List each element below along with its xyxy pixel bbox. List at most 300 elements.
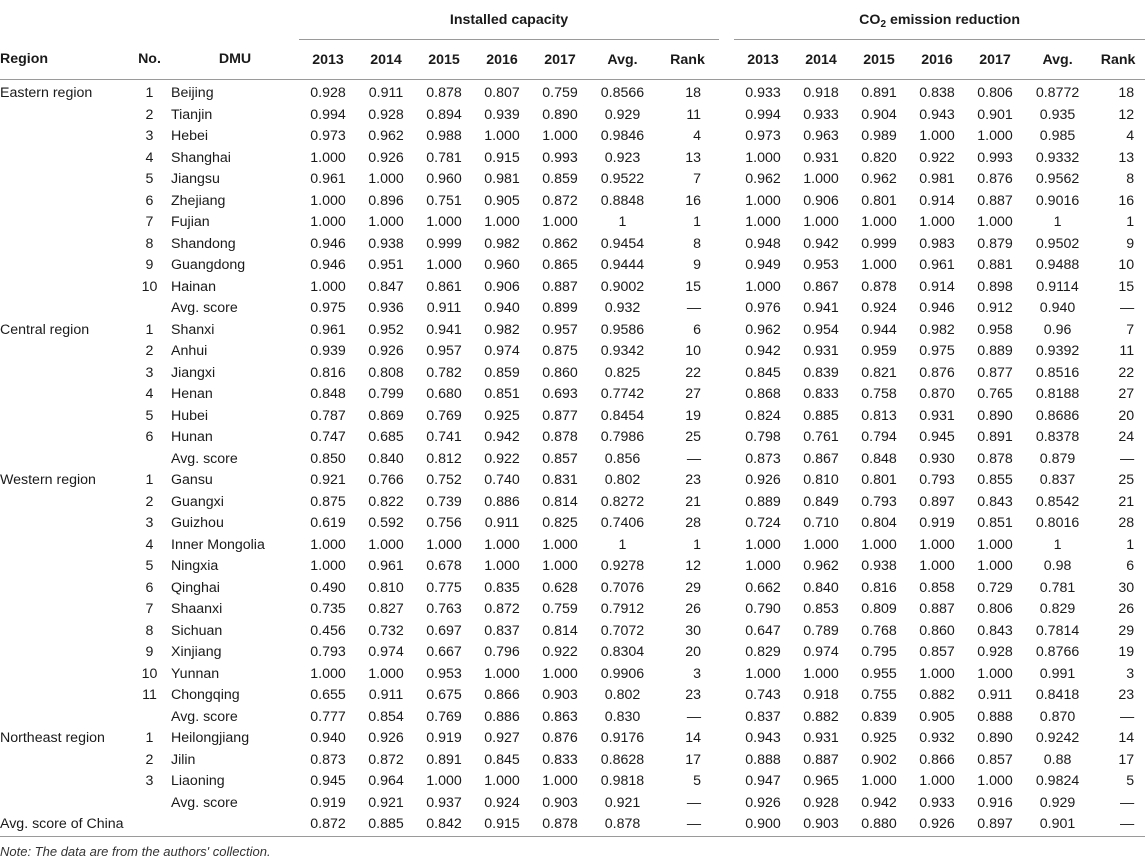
dmu-cell: Ningxia — [171, 558, 219, 574]
region-cell — [0, 556, 128, 578]
co2-2017-cell: 0.916 — [977, 794, 1013, 811]
ic-2017-cell: 1.000 — [542, 665, 578, 682]
co2-2017-cell: 0.887 — [977, 192, 1013, 209]
co2-2015-cell: 0.959 — [861, 343, 897, 359]
co2-2014-cell: 0.833 — [803, 386, 839, 402]
dmu-cell: Sichuan — [171, 622, 223, 639]
ic-2017-cell: 0.865 — [542, 257, 578, 273]
ic-2017-cell: 0.899 — [542, 300, 578, 316]
ic-rank-cell: 25 — [685, 429, 702, 445]
ic-2014-cell: 1.000 — [368, 171, 404, 187]
region-cell: Northeast region — [0, 730, 105, 746]
spacer-cell — [719, 234, 734, 256]
ic-avg-cell: 0.923 — [604, 149, 641, 166]
co2-rank-cell: 1 — [1126, 214, 1135, 230]
ic-2014-cell: 0.592 — [368, 515, 404, 531]
ic-2015-cell: 0.937 — [426, 794, 462, 811]
co2-avg-cell: 0.8686 — [1035, 407, 1080, 424]
ic-2016-cell: 0.905 — [484, 192, 520, 209]
ic-rank-cell: 18 — [685, 85, 702, 101]
dmu-cell: Chongqing — [171, 687, 240, 703]
table-row — [0, 148, 1145, 170]
region-cell — [0, 384, 128, 406]
co2-2016-cell: 0.926 — [908, 814, 966, 836]
dmu-cell: Shandong — [171, 235, 236, 252]
co2-2014-cell: 0.931 — [803, 343, 839, 359]
co2-2016-cell: 0.919 — [919, 515, 955, 531]
ic-2015-cell: 1.000 — [426, 214, 462, 230]
col-header-dmu: DMU — [171, 40, 299, 80]
ic-2014-cell: 0.952 — [368, 321, 404, 338]
ic-2013-cell: 0.973 — [310, 128, 346, 144]
co2-avg-cell: 0.8378 — [1035, 429, 1080, 445]
ic-2015-cell: 0.769 — [426, 708, 462, 725]
ic-rank-cell: — — [656, 814, 719, 836]
co2-2017-cell: 0.806 — [977, 601, 1013, 617]
ic-rank-cell: 19 — [685, 407, 702, 424]
ic-2015-cell: 0.953 — [426, 665, 462, 682]
ic-avg-cell: 0.9906 — [600, 665, 645, 682]
co2-avg-cell: 0.9332 — [1035, 149, 1080, 166]
co2-rank-cell: — — [1119, 300, 1135, 316]
co2-rank-cell: 6 — [1126, 558, 1135, 574]
no-cell: 6 — [145, 579, 154, 596]
co2-2017-cell: 1.000 — [977, 665, 1013, 682]
spacer-cell — [719, 728, 734, 750]
co2-2013-cell: 0.943 — [745, 730, 781, 746]
co2-2016-cell: 0.932 — [919, 730, 955, 746]
ic-2014-cell: 0.799 — [368, 386, 404, 402]
region-cell — [0, 599, 128, 621]
co2-2015-cell: 0.793 — [861, 493, 897, 510]
region-cell: Western region — [0, 472, 96, 488]
co2-rank-cell: 18 — [1118, 85, 1135, 101]
no-cell: 9 — [145, 257, 154, 273]
region-cell — [0, 191, 128, 213]
no-cell: 5 — [145, 407, 154, 424]
ic-avg-cell: 0.8628 — [600, 751, 645, 768]
co2-2014-cell: 0.942 — [803, 235, 839, 252]
spacer-cell — [719, 169, 734, 191]
co2-2016-cell: 0.838 — [919, 85, 955, 101]
spacer-cell — [719, 750, 734, 772]
table-body — [0, 80, 1145, 837]
no-cell: 5 — [145, 171, 154, 187]
co2-2014-cell: 0.918 — [803, 85, 839, 101]
ic-2014-cell: 0.936 — [368, 300, 404, 316]
no-cell: 7 — [145, 601, 154, 617]
ic-2017-cell: 0.759 — [542, 85, 578, 101]
co2-2014-cell: 0.789 — [803, 622, 839, 639]
co2-2013-cell: 0.724 — [745, 515, 781, 531]
co2-avg-cell: 0.8516 — [1035, 364, 1080, 381]
ic-2014-cell: 0.951 — [368, 257, 404, 273]
co2-avg-cell: 0.9242 — [1035, 730, 1080, 746]
dmu-cell: Tianjin — [171, 106, 213, 123]
ic-2015-cell: 0.752 — [426, 472, 462, 488]
ic-2015-cell: 0.919 — [426, 730, 462, 746]
co2-rank-cell: — — [1119, 794, 1135, 811]
region-cell — [0, 105, 128, 127]
co2-2015-cell: 0.801 — [861, 472, 897, 488]
col-header-year: 2016 — [908, 40, 966, 80]
co2-2013-cell: 0.868 — [745, 386, 781, 402]
ic-2016-cell: 0.886 — [484, 708, 520, 725]
ic-rank-cell: 7 — [693, 171, 702, 187]
co2-2015-cell: 0.938 — [861, 558, 897, 574]
co2-2013-cell: 0.873 — [745, 450, 781, 467]
co2-2017-cell: 0.855 — [977, 472, 1013, 488]
ic-2013-cell: 0.994 — [310, 106, 346, 123]
no-cell: 2 — [145, 343, 154, 359]
ic-2016-cell: 0.942 — [484, 429, 520, 445]
co2-2014-cell: 0.853 — [803, 601, 839, 617]
group-header-installed-capacity: Installed capacity — [299, 0, 719, 40]
no-cell: 7 — [145, 214, 154, 230]
ic-rank-cell: 28 — [685, 515, 702, 531]
co2-2014-cell: 0.906 — [803, 192, 839, 209]
ic-2014-cell: 0.926 — [368, 343, 404, 359]
co2-2013-cell: 0.947 — [745, 773, 781, 789]
region-cell — [0, 771, 128, 793]
ic-2013-cell: 0.945 — [310, 773, 346, 789]
co2-2014-cell: 0.885 — [803, 407, 839, 424]
spacer-cell — [719, 578, 734, 600]
dmu-cell: Jiangxi — [171, 364, 216, 381]
co2-2014-cell: 1.000 — [803, 171, 839, 187]
co2-2015-cell: 0.880 — [850, 814, 908, 836]
co2-avg-cell: 0.985 — [1039, 128, 1076, 144]
co2-rank-cell: 13 — [1118, 149, 1135, 166]
co2-2014-cell: 0.839 — [803, 364, 839, 381]
ic-2015-cell: 0.756 — [426, 515, 462, 531]
co2-rank-cell: — — [1119, 708, 1135, 725]
co2-2013-cell: 0.926 — [745, 472, 781, 488]
region-cell — [0, 148, 128, 170]
co2-2014-cell: 0.882 — [803, 708, 839, 725]
co2-2015-cell: 0.813 — [861, 407, 897, 424]
co2-2016-cell: 0.931 — [919, 407, 955, 424]
co2-2016-cell: 0.793 — [919, 472, 955, 488]
co2-2017-cell: 1.000 — [977, 128, 1013, 144]
ic-rank-cell: 5 — [693, 773, 702, 789]
co2-2013-cell: 0.829 — [745, 644, 781, 660]
co2-rank-cell: 20 — [1118, 407, 1135, 424]
spacer-cell — [719, 80, 734, 105]
spacer-cell — [719, 105, 734, 127]
ic-2017-cell: 0.860 — [542, 364, 578, 381]
ic-2015-cell: 0.697 — [426, 622, 462, 639]
region-cell — [0, 750, 128, 772]
co2-avg-cell: 0.901 — [1024, 814, 1091, 836]
co2-2017-cell: 0.765 — [977, 386, 1013, 402]
table-row — [0, 513, 1145, 535]
co2-2014-cell: 0.931 — [803, 730, 839, 746]
ic-rank-cell: 6 — [693, 321, 702, 338]
spacer-cell — [719, 277, 734, 299]
co2-2014-cell: 0.963 — [803, 128, 839, 144]
ic-2013-cell: 0.961 — [310, 171, 346, 187]
ic-avg-cell: 0.9522 — [600, 171, 645, 187]
co2-2017-cell: 0.879 — [977, 235, 1013, 252]
ic-rank-cell: — — [686, 450, 702, 467]
ic-2017-cell: 0.876 — [542, 730, 578, 746]
no-cell: 10 — [141, 278, 158, 295]
co2-2015-cell: 0.768 — [861, 622, 897, 639]
col-header-year: 2017 — [966, 40, 1024, 80]
co2-avg-cell: 0.8188 — [1035, 386, 1080, 402]
co2-2016-cell: 0.857 — [919, 644, 955, 660]
ic-2014-cell: 0.847 — [368, 278, 404, 295]
dmu-cell: Shaanxi — [171, 601, 223, 617]
co2-2013-cell: 1.000 — [745, 665, 781, 682]
col-header-year: 2015 — [415, 40, 473, 80]
no-cell: 4 — [145, 386, 154, 402]
ic-2013-cell: 0.921 — [310, 472, 346, 488]
ic-2017-cell: 0.814 — [542, 493, 578, 510]
col-header-year: 2017 — [531, 40, 589, 80]
co2-avg-cell: 1 — [1053, 536, 1062, 553]
table-row — [0, 599, 1145, 621]
table-row — [0, 406, 1145, 428]
co2-2013-cell: 0.743 — [745, 687, 781, 703]
ic-2017-cell: 0.872 — [542, 192, 578, 209]
table-row — [0, 384, 1145, 406]
ic-2014-cell: 0.928 — [368, 106, 404, 123]
ic-2015-cell: 0.763 — [426, 601, 462, 617]
co2-rank-cell: 16 — [1118, 192, 1135, 209]
col-header-year: 2014 — [357, 40, 415, 80]
co2-2014-cell: 0.928 — [803, 794, 839, 811]
table-row — [0, 126, 1145, 148]
ic-2015-cell: 0.678 — [426, 558, 462, 574]
dmu-cell: Guizhou — [171, 515, 224, 531]
spacer-cell — [719, 535, 734, 557]
ic-avg-cell: 0.7742 — [600, 386, 645, 402]
spacer-cell — [719, 685, 734, 707]
ic-2013-cell: 0.735 — [310, 601, 346, 617]
ic-avg-cell: 0.7076 — [600, 579, 645, 596]
ic-avg-cell: 0.802 — [604, 687, 641, 703]
no-cell: 4 — [145, 149, 154, 166]
ic-2014-cell: 0.732 — [368, 622, 404, 639]
no-cell: 8 — [145, 235, 154, 252]
ic-2017-cell: 0.890 — [542, 106, 578, 123]
ic-2014-cell: 0.974 — [368, 644, 404, 660]
region-cell — [0, 169, 128, 191]
co2-2017-cell: 1.000 — [977, 558, 1013, 574]
table-row — [0, 105, 1145, 127]
dmu-cell: Anhui — [171, 343, 208, 359]
ic-2015-cell: 0.667 — [426, 644, 462, 660]
table-row — [0, 449, 1145, 471]
co2-rank-cell: 4 — [1126, 128, 1135, 144]
co2-2016-cell: 0.870 — [919, 386, 955, 402]
table-row — [0, 685, 1145, 707]
ic-rank-cell: 17 — [685, 751, 702, 768]
ic-2016-cell: 0.925 — [484, 407, 520, 424]
co2-2017-cell: 0.890 — [977, 730, 1013, 746]
co2-2017-cell: 0.729 — [977, 579, 1013, 596]
co2-2017-cell: 0.888 — [977, 708, 1013, 725]
co2-avg-cell: 0.96 — [1043, 321, 1072, 338]
no-cell: 1 — [145, 730, 154, 746]
ic-2015-cell: 0.675 — [426, 687, 462, 703]
co2-2015-cell: 0.809 — [861, 601, 897, 617]
table-row — [0, 535, 1145, 557]
ic-2015-cell: 0.775 — [426, 579, 462, 596]
region-cell — [0, 449, 128, 471]
dmu-cell: Qinghai — [171, 579, 220, 596]
ic-2017-cell: 0.922 — [542, 644, 578, 660]
co2-2015-cell: 0.944 — [861, 321, 897, 338]
co2-avg-cell: 0.8766 — [1035, 644, 1080, 660]
co2-rank-cell: 5 — [1126, 773, 1135, 789]
co2-2015-cell: 0.902 — [861, 751, 897, 768]
co2-2015-cell: 1.000 — [861, 773, 897, 789]
co2-rank-cell: 3 — [1126, 665, 1135, 682]
co2-avg-cell: 0.829 — [1039, 601, 1076, 617]
ic-avg-cell: 0.8304 — [600, 644, 645, 660]
table-row — [0, 212, 1145, 234]
ic-2016-cell: 0.924 — [484, 794, 520, 811]
ic-avg-cell: 0.825 — [604, 364, 641, 381]
co2-2017-cell: 0.891 — [977, 429, 1013, 445]
co2-2017-cell: 0.993 — [977, 149, 1013, 166]
spacer-cell — [719, 642, 734, 664]
table-row — [0, 642, 1145, 664]
co2-rank-cell: — — [1091, 814, 1145, 836]
co2-avg-cell: 0.879 — [1039, 450, 1076, 467]
co2-2017-cell: 0.877 — [977, 364, 1013, 381]
ic-rank-cell: 12 — [685, 558, 702, 574]
no-cell — [128, 298, 171, 320]
co2-2017-cell: 0.843 — [977, 622, 1013, 639]
co2-avg-cell: 0.870 — [1039, 708, 1076, 725]
dmu-cell: Zhejiang — [171, 192, 226, 209]
spacer-cell — [719, 212, 734, 234]
co2-2016-cell: 0.860 — [919, 622, 955, 639]
co2-avg-cell: 0.9562 — [1035, 171, 1080, 187]
co2-2017-cell: 1.000 — [977, 773, 1013, 789]
region-cell — [0, 621, 128, 643]
ic-2014-cell: 0.827 — [368, 601, 404, 617]
ic-rank-cell: 29 — [685, 579, 702, 596]
ic-2016-cell: 0.859 — [484, 364, 520, 381]
co2-avg-cell: 0.9488 — [1035, 257, 1080, 273]
co2-2017-cell: 0.881 — [977, 257, 1013, 273]
col-header-rank: Rank — [656, 40, 719, 80]
no-cell: 3 — [145, 364, 154, 381]
spacer-cell — [719, 148, 734, 170]
ic-2015-cell: 0.769 — [426, 407, 462, 424]
co2-avg-cell: 0.935 — [1039, 106, 1076, 123]
ic-avg-cell: 0.878 — [589, 814, 656, 836]
ic-2014-cell: 0.840 — [368, 450, 404, 467]
region-cell — [0, 341, 128, 363]
dmu-cell: Liaoning — [171, 773, 225, 789]
dmu-cell: Hunan — [171, 429, 213, 445]
group-header-co2-emission-reduction: $CO_2$ emission reduction — [734, 0, 1145, 40]
ic-2017-cell: 0.903 — [542, 687, 578, 703]
ic-2015-cell: 0.739 — [426, 493, 462, 510]
co2-2013-cell: 0.662 — [745, 579, 781, 596]
dmu-cell: Xinjiang — [171, 644, 222, 660]
co2-2013-cell: 0.973 — [745, 128, 781, 144]
spacer-cell — [719, 771, 734, 793]
co2-2013-cell: 1.000 — [745, 278, 781, 295]
co2-2014-cell: 0.810 — [803, 472, 839, 488]
ic-avg-cell: 0.8454 — [600, 407, 645, 424]
co2-2013-cell: 0.926 — [745, 794, 781, 811]
co2-rank-cell: 17 — [1118, 751, 1135, 768]
ic-2013-cell: 0.850 — [310, 450, 346, 467]
region-cell: Central region — [0, 321, 90, 338]
table-row — [0, 664, 1145, 686]
ic-2015-cell: 1.000 — [426, 257, 462, 273]
ic-avg-cell: 1 — [618, 214, 627, 230]
ic-2015-cell: 0.960 — [426, 171, 462, 187]
ic-2013-cell: 1.000 — [310, 558, 346, 574]
ic-2016-cell: 0.915 — [473, 814, 531, 836]
co2-rank-cell: 15 — [1118, 278, 1135, 295]
no-cell: 2 — [145, 493, 154, 510]
ic-2017-cell: 0.814 — [542, 622, 578, 639]
co2-2014-cell: 0.867 — [803, 278, 839, 295]
ic-avg-cell: 0.7912 — [600, 601, 645, 617]
table-row — [0, 277, 1145, 299]
spacer-cell — [719, 664, 734, 686]
ic-2013-cell: 0.793 — [310, 644, 346, 660]
region-cell — [0, 535, 128, 557]
no-cell: 1 — [145, 85, 154, 101]
co2-2017-cell: 0.890 — [977, 407, 1013, 424]
ic-2017-cell: 1.000 — [542, 558, 578, 574]
ic-2014-cell: 0.854 — [368, 708, 404, 725]
table-row — [0, 578, 1145, 600]
co2-avg-cell: 0.7814 — [1035, 622, 1080, 639]
ic-2014-cell: 0.921 — [368, 794, 404, 811]
co2-2013-cell: 0.994 — [745, 106, 781, 123]
spacer-cell — [719, 492, 734, 514]
ic-rank-cell: 1 — [693, 536, 702, 553]
ic-2013-cell: 0.946 — [310, 235, 346, 252]
co2-rank-cell: 11 — [1119, 343, 1135, 359]
co2-2013-cell: 0.933 — [745, 85, 781, 101]
co2-2014-cell: 0.933 — [803, 106, 839, 123]
col-header-year: 2013 — [299, 40, 357, 80]
co2-2014-cell: 0.849 — [803, 493, 839, 510]
co2-2016-cell: 0.961 — [919, 257, 955, 273]
co2-avg-cell: 0.8772 — [1035, 85, 1080, 101]
co2-2017-cell: 0.958 — [977, 321, 1013, 338]
ic-2017-cell: 0.693 — [542, 386, 578, 402]
co2-avg-cell: 0.9016 — [1035, 192, 1080, 209]
ic-rank-cell: — — [686, 300, 702, 316]
ic-2016-cell: 0.886 — [484, 493, 520, 510]
ic-2015-cell: 0.988 — [426, 128, 462, 144]
ic-2014-cell: 0.938 — [368, 235, 404, 252]
ic-2017-cell: 1.000 — [542, 773, 578, 789]
ic-2013-cell: 0.787 — [310, 407, 346, 424]
spacer-cell — [719, 384, 734, 406]
ic-2013-cell: 0.848 — [310, 386, 346, 402]
co2-2014-cell: 0.941 — [803, 300, 839, 316]
ic-2017-cell: 1.000 — [542, 214, 578, 230]
co2-2016-cell: 0.930 — [919, 450, 955, 467]
ic-2015-cell: 0.680 — [426, 386, 462, 402]
ic-2014-cell: 0.911 — [368, 85, 404, 101]
